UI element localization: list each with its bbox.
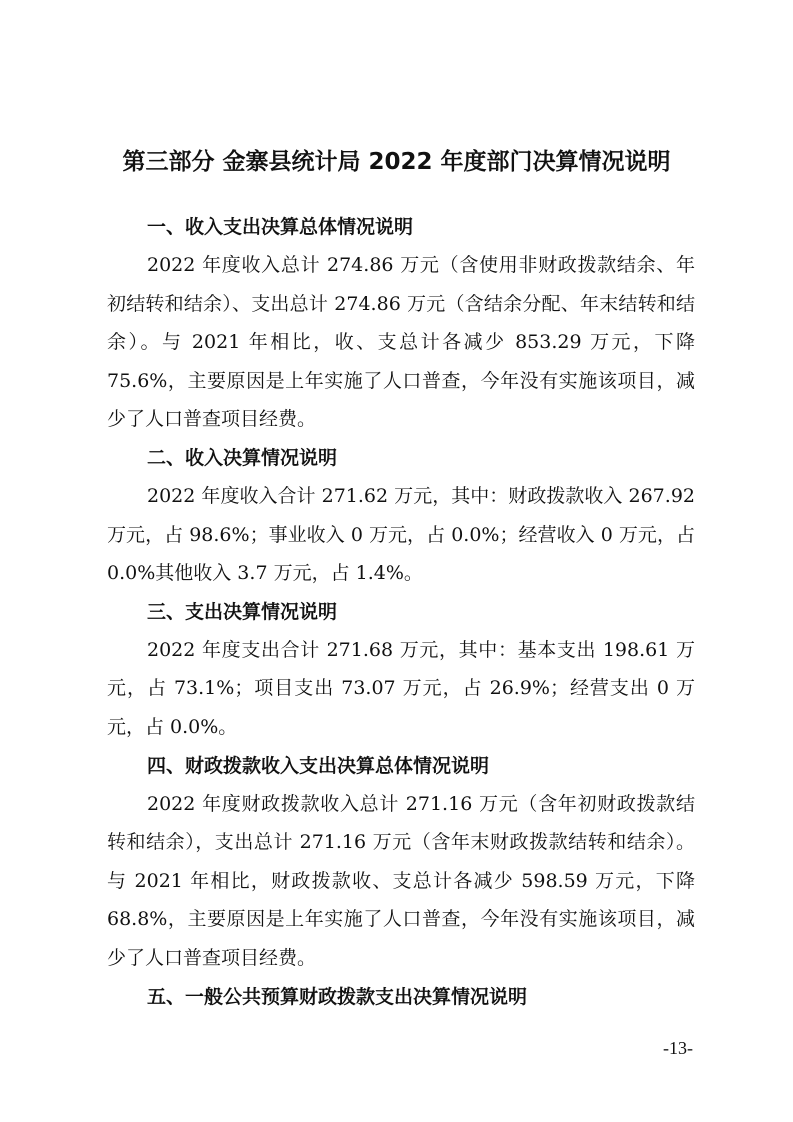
section-paragraph-3: 2022 年度支出合计 271.68 万元，其中：基本支出 198.61 万元，占 73.1%；项目支出 73.07 万元，占 26.9%；经营支出 0 万元，占 0.0%。 — [107, 638, 695, 738]
section-heading-5: 五、一般公共预算财政拨款支出决算情况说明 — [147, 985, 528, 1008]
section-heading-1: 一、收入支出决算总体情况说明 — [147, 216, 414, 238]
document-title: 第三部分 金寨县统计局 2022 年度部门决算情况说明 — [122, 149, 671, 175]
document-body — [107, 208, 695, 1016]
section-paragraph-4: 2022 年度财政拨款收入总计 271.16 万元（含年初财政拨款结转和结余），支出总计 271.16 万元（含年末财政拨款结转和结余）。与 2021 年相比，财政拨款收、支总计各减少 598.59 万元，下降 68.8%，主要原因是上年实施了人口普查，今年没有实施该项目，减少了人口普查项目经费。 — [107, 792, 695, 969]
section-paragraph-2: 2022 年度收入合计 271.62 万元，其中：财政拨款收入 267.92 万元，占 98.6%；事业收入 0 万元，占 0.0%；经营收入 0 万元，占 0.0%其他收入 3.7 万元，占 1.4%。 — [107, 484, 695, 585]
section-heading-2: 二、收入决算情况说明 — [147, 446, 338, 469]
page-number: -13- — [663, 1038, 693, 1058]
section-heading-3: 三、支出决算情况说明 — [147, 600, 338, 623]
section-heading-4: 四、财政拨款收入支出决算总体情况说明 — [147, 754, 490, 777]
section-paragraph-1: 2022 年度收入总计 274.86 万元（含使用非财政拨款结余、年初结转和结余）、支出总计 274.86 万元（含结余分配、年末结转和结余）。与 2021 年相比，收、支总计各减少 853.29 万元，下降 75.6%，主要原因是上年实施了人口普查，今年没有实施该项目，减少了人口普查项目经费。 — [107, 254, 695, 431]
